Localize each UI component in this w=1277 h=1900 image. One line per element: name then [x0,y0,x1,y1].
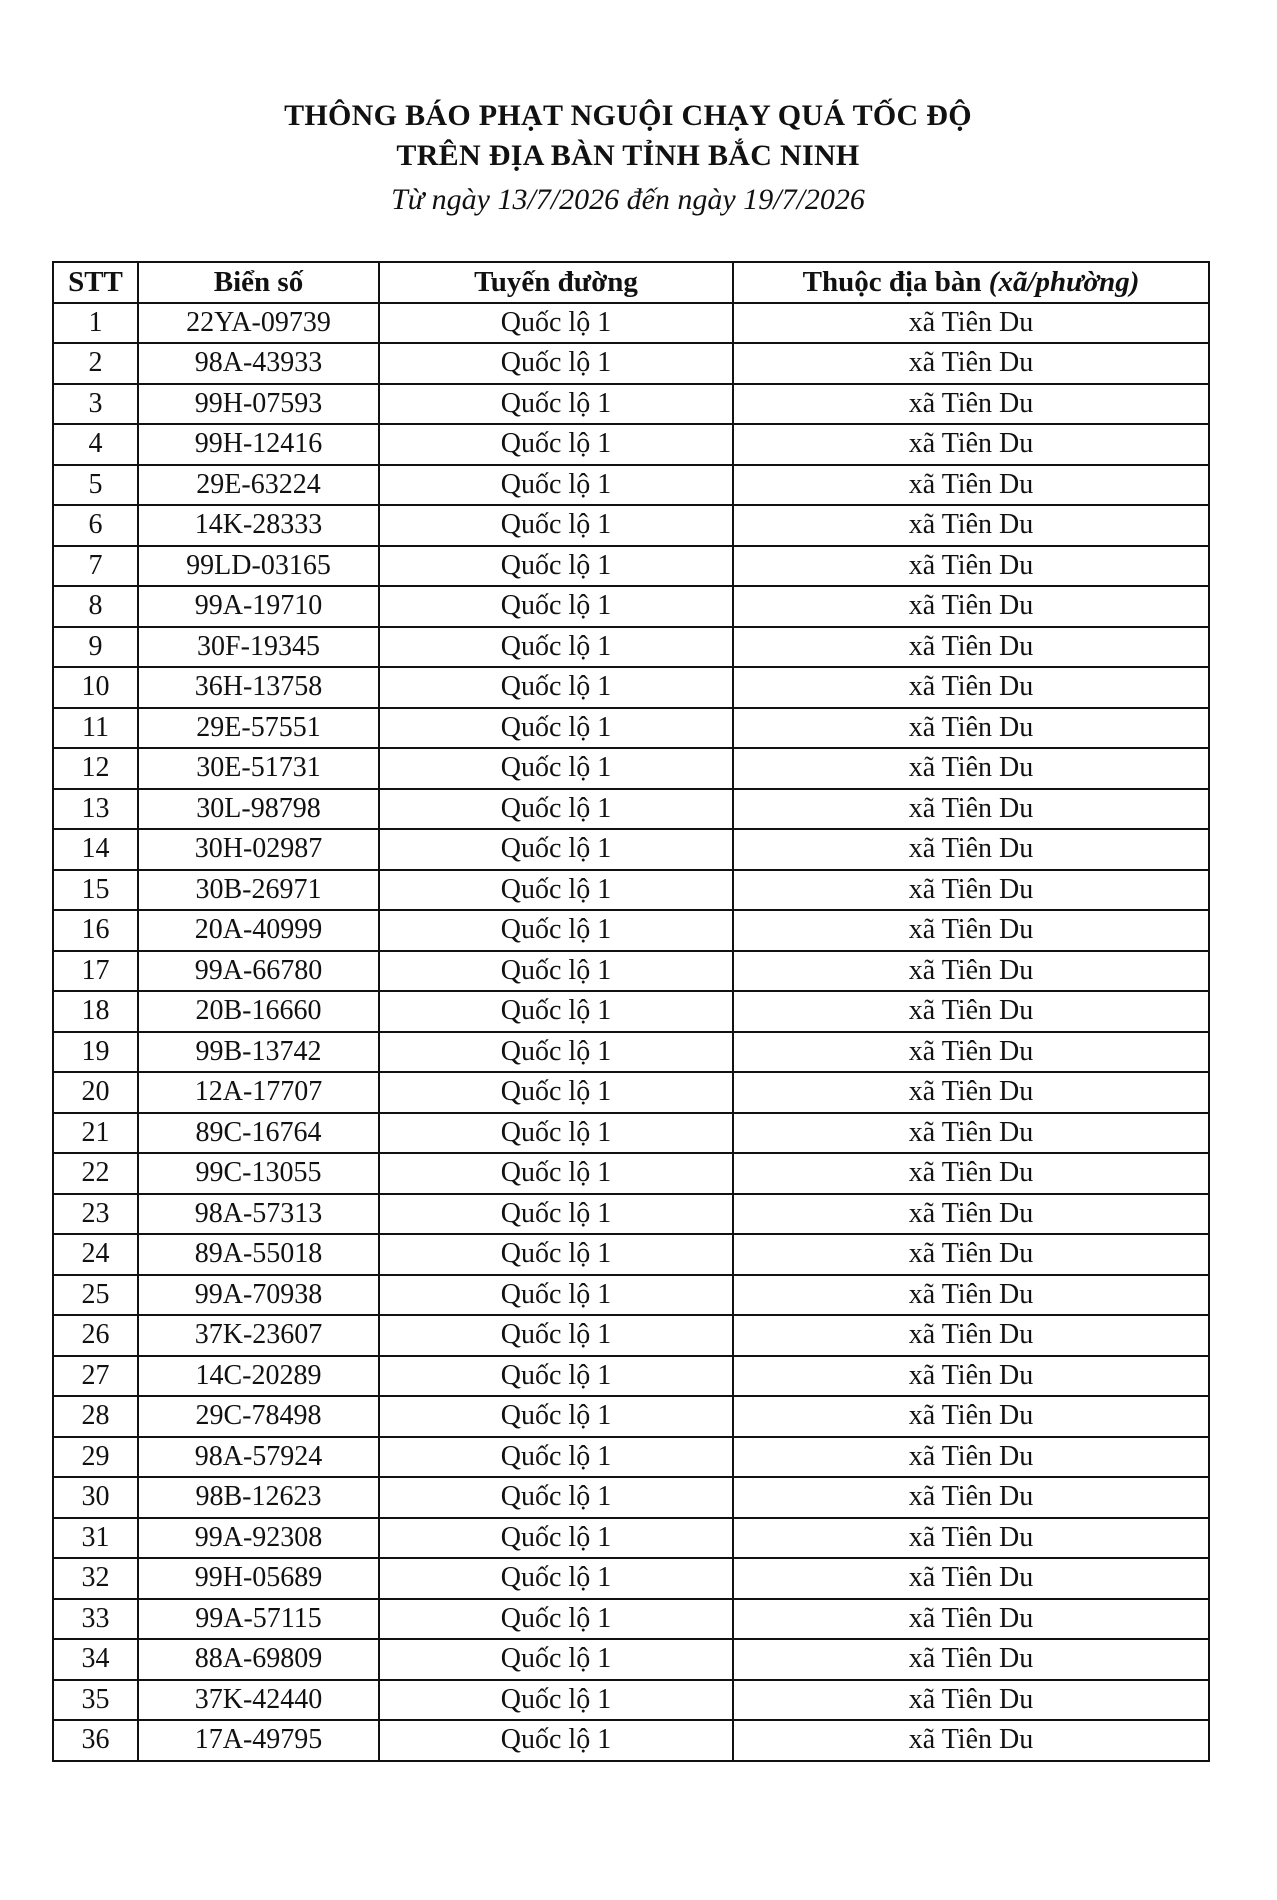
cell-plate: 98A-57924 [138,1437,379,1478]
table-row [53,789,1209,830]
table-row [53,1680,1209,1721]
table-row [53,1234,1209,1275]
table-row [53,951,1209,992]
table-row [53,708,1209,749]
cell-plate: 36H-13758 [138,667,379,708]
cell-stt: 10 [53,667,138,708]
cell-area: xã Tiên Du [733,586,1209,627]
cell-road: Quốc lộ 1 [379,1477,733,1518]
cell-plate: 30H-02987 [138,829,379,870]
table-row [53,1720,1209,1761]
cell-road: Quốc lộ 1 [379,1072,733,1113]
cell-stt: 6 [53,505,138,546]
violation-table [52,261,1210,1762]
cell-area: xã Tiên Du [733,748,1209,789]
cell-area: xã Tiên Du [733,1356,1209,1397]
cell-area: xã Tiên Du [733,910,1209,951]
cell-road: Quốc lộ 1 [379,303,733,344]
table-row [53,1275,1209,1316]
cell-stt: 19 [53,1032,138,1073]
cell-plate: 30L-98798 [138,789,379,830]
cell-stt: 11 [53,708,138,749]
cell-stt: 5 [53,465,138,506]
cell-plate: 30E-51731 [138,748,379,789]
cell-plate: 14C-20289 [138,1356,379,1397]
cell-plate: 88A-69809 [138,1639,379,1680]
table-row [53,1477,1209,1518]
cell-stt: 14 [53,829,138,870]
date-range: Từ ngày 13/7/2026 đến ngày 19/7/2026 [391,183,865,216]
header-stt: STT [53,262,138,303]
cell-road: Quốc lộ 1 [379,1194,733,1235]
cell-road: Quốc lộ 1 [379,1315,733,1356]
cell-stt: 31 [53,1518,138,1559]
cell-area: xã Tiên Du [733,1194,1209,1235]
cell-plate: 22YA-09739 [138,303,379,344]
cell-road: Quốc lộ 1 [379,1518,733,1559]
cell-road: Quốc lộ 1 [379,384,733,425]
cell-road: Quốc lộ 1 [379,1437,733,1478]
cell-plate: 29E-63224 [138,465,379,506]
cell-plate: 98A-57313 [138,1194,379,1235]
cell-stt: 30 [53,1477,138,1518]
cell-road: Quốc lộ 1 [379,910,733,951]
cell-plate: 17A-49795 [138,1720,379,1761]
cell-area: xã Tiên Du [733,384,1209,425]
table-row [53,1558,1209,1599]
table-row [53,1396,1209,1437]
cell-road: Quốc lộ 1 [379,1032,733,1073]
cell-area: xã Tiên Du [733,343,1209,384]
cell-stt: 8 [53,586,138,627]
cell-road: Quốc lộ 1 [379,1153,733,1194]
cell-road: Quốc lộ 1 [379,1396,733,1437]
cell-plate: 20B-16660 [138,991,379,1032]
cell-road: Quốc lộ 1 [379,991,733,1032]
table-row [53,1194,1209,1235]
table-row [53,1072,1209,1113]
header-plate: Biển số [138,262,379,303]
cell-road: Quốc lộ 1 [379,789,733,830]
table-row [53,910,1209,951]
cell-road: Quốc lộ 1 [379,505,733,546]
table-row [53,627,1209,668]
cell-area: xã Tiên Du [733,991,1209,1032]
table-row [53,1437,1209,1478]
cell-area: xã Tiên Du [733,667,1209,708]
cell-stt: 9 [53,627,138,668]
cell-plate: 89C-16764 [138,1113,379,1154]
cell-road: Quốc lộ 1 [379,1680,733,1721]
cell-plate: 89A-55018 [138,1234,379,1275]
cell-area: xã Tiên Du [733,708,1209,749]
cell-road: Quốc lộ 1 [379,627,733,668]
cell-stt: 34 [53,1639,138,1680]
header-road: Tuyến đường [379,262,733,303]
cell-stt: 2 [53,343,138,384]
cell-road: Quốc lộ 1 [379,667,733,708]
cell-road: Quốc lộ 1 [379,748,733,789]
cell-plate: 14K-28333 [138,505,379,546]
cell-area: xã Tiên Du [733,1032,1209,1073]
cell-plate: 99B-13742 [138,1032,379,1073]
cell-stt: 28 [53,1396,138,1437]
cell-stt: 4 [53,424,138,465]
cell-stt: 26 [53,1315,138,1356]
cell-plate: 99A-19710 [138,586,379,627]
table-header-row [53,262,1209,303]
table-row [53,1356,1209,1397]
cell-plate: 37K-23607 [138,1315,379,1356]
cell-area: xã Tiên Du [733,1437,1209,1478]
table-row [53,1639,1209,1680]
cell-plate: 12A-17707 [138,1072,379,1113]
table-row [53,303,1209,344]
cell-road: Quốc lộ 1 [379,870,733,911]
header-area-label: Thuộc địa bàn [802,266,989,299]
cell-road: Quốc lộ 1 [379,1720,733,1761]
table-row [53,1113,1209,1154]
table-row [53,465,1209,506]
table-body [53,303,1209,1761]
cell-plate: 30B-26971 [138,870,379,911]
cell-plate: 29E-57551 [138,708,379,749]
cell-road: Quốc lộ 1 [379,586,733,627]
cell-area: xã Tiên Du [733,1153,1209,1194]
cell-area: xã Tiên Du [733,1558,1209,1599]
cell-stt: 32 [53,1558,138,1599]
cell-road: Quốc lộ 1 [379,424,733,465]
cell-area: xã Tiên Du [733,1680,1209,1721]
cell-area: xã Tiên Du [733,465,1209,506]
table-row [53,991,1209,1032]
cell-road: Quốc lộ 1 [379,951,733,992]
cell-stt: 18 [53,991,138,1032]
table-row [53,1315,1209,1356]
cell-area: xã Tiên Du [733,789,1209,830]
cell-area: xã Tiên Du [733,1072,1209,1113]
cell-stt: 21 [53,1113,138,1154]
header-area [733,262,1209,303]
cell-area: xã Tiên Du [733,1518,1209,1559]
cell-stt: 7 [53,546,138,587]
cell-road: Quốc lộ 1 [379,1558,733,1599]
cell-stt: 15 [53,870,138,911]
document-title-line-1: THÔNG BÁO PHẠT NGUỘI CHẠY QUÁ TỐC ĐỘ [284,99,972,132]
cell-plate: 99C-13055 [138,1153,379,1194]
table-row [53,586,1209,627]
cell-plate: 37K-42440 [138,1680,379,1721]
table-row [53,343,1209,384]
cell-area: xã Tiên Du [733,1113,1209,1154]
cell-road: Quốc lộ 1 [379,708,733,749]
cell-area: xã Tiên Du [733,1234,1209,1275]
cell-area: xã Tiên Du [733,829,1209,870]
cell-stt: 22 [53,1153,138,1194]
cell-stt: 12 [53,748,138,789]
table-row [53,1518,1209,1559]
cell-plate: 29C-78498 [138,1396,379,1437]
cell-stt: 16 [53,910,138,951]
cell-stt: 13 [53,789,138,830]
cell-plate: 99A-66780 [138,951,379,992]
cell-road: Quốc lộ 1 [379,1599,733,1640]
cell-stt: 17 [53,951,138,992]
cell-stt: 24 [53,1234,138,1275]
cell-plate: 99A-57115 [138,1599,379,1640]
cell-road: Quốc lộ 1 [379,1113,733,1154]
cell-plate: 99H-05689 [138,1558,379,1599]
cell-area: xã Tiên Du [733,1477,1209,1518]
table-row [53,384,1209,425]
cell-area: xã Tiên Du [733,1599,1209,1640]
table-row [53,546,1209,587]
cell-area: xã Tiên Du [733,627,1209,668]
cell-road: Quốc lộ 1 [379,1356,733,1397]
cell-stt: 20 [53,1072,138,1113]
cell-plate: 98A-43933 [138,343,379,384]
cell-stt: 3 [53,384,138,425]
cell-stt: 36 [53,1720,138,1761]
table-row [53,870,1209,911]
cell-area: xã Tiên Du [733,1639,1209,1680]
header-area-qualifier: (xã/phường) [988,266,1140,299]
table-row [53,424,1209,465]
cell-plate: 99H-07593 [138,384,379,425]
cell-road: Quốc lộ 1 [379,1234,733,1275]
cell-road: Quốc lộ 1 [379,1275,733,1316]
cell-stt: 33 [53,1599,138,1640]
cell-area: xã Tiên Du [733,1720,1209,1761]
cell-road: Quốc lộ 1 [379,465,733,506]
table-row [53,748,1209,789]
cell-area: xã Tiên Du [733,1275,1209,1316]
table-row [53,1599,1209,1640]
cell-stt: 25 [53,1275,138,1316]
cell-area: xã Tiên Du [733,546,1209,587]
cell-stt: 29 [53,1437,138,1478]
document-title-line-2: TRÊN ĐỊA BÀN TỈNH BẮC NINH [396,139,860,172]
cell-area: xã Tiên Du [733,303,1209,344]
cell-plate: 20A-40999 [138,910,379,951]
cell-road: Quốc lộ 1 [379,829,733,870]
cell-road: Quốc lộ 1 [379,1639,733,1680]
cell-plate: 99A-70938 [138,1275,379,1316]
cell-road: Quốc lộ 1 [379,343,733,384]
cell-stt: 23 [53,1194,138,1235]
table-row [53,505,1209,546]
table-row [53,829,1209,870]
table-row [53,1032,1209,1073]
cell-area: xã Tiên Du [733,505,1209,546]
cell-road: Quốc lộ 1 [379,546,733,587]
table-row [53,667,1209,708]
cell-stt: 35 [53,1680,138,1721]
cell-area: xã Tiên Du [733,951,1209,992]
cell-plate: 99LD-03165 [138,546,379,587]
cell-plate: 99A-92308 [138,1518,379,1559]
cell-stt: 27 [53,1356,138,1397]
cell-plate: 98B-12623 [138,1477,379,1518]
cell-area: xã Tiên Du [733,1315,1209,1356]
table-row [53,1153,1209,1194]
cell-area: xã Tiên Du [733,424,1209,465]
cell-plate: 99H-12416 [138,424,379,465]
cell-area: xã Tiên Du [733,1396,1209,1437]
cell-plate: 30F-19345 [138,627,379,668]
cell-area: xã Tiên Du [733,870,1209,911]
cell-stt: 1 [53,303,138,344]
